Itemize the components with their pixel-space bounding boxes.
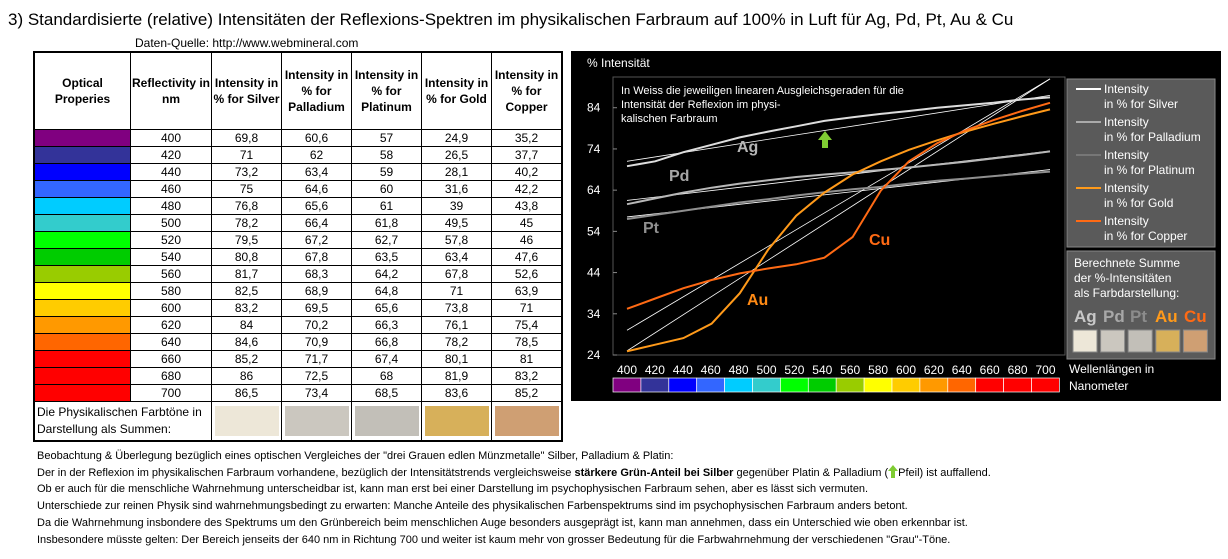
color-swatch (34, 164, 131, 181)
sum-swatch-platinum (352, 402, 422, 442)
cell-nm: 460 (131, 181, 212, 198)
cell-nm: 420 (131, 147, 212, 164)
x-tick-label: 700 (1035, 363, 1056, 377)
cell-cu: 47,6 (492, 249, 563, 266)
cell-cu: 37,7 (492, 147, 563, 164)
note-line-1: Beobachtung & Überlegung bezüglich eines optischen Vergleiches der "drei Grauen edlen Münzmetalle" Silber, Palladium & Platin: (37, 450, 674, 462)
cell-pd: 64,6 (282, 181, 352, 198)
cell-ag: 79,5 (212, 232, 282, 249)
data-source: Daten-Quelle: http://www.webmineral.com (135, 36, 359, 50)
y-tick-label: 24 (587, 348, 601, 362)
color-swatch (34, 334, 131, 351)
cell-au: 81,9 (422, 368, 492, 385)
header-silver: Intensity in % for Silver (212, 52, 282, 130)
cell-ag: 82,5 (212, 283, 282, 300)
cell-ag: 84,6 (212, 334, 282, 351)
cell-ag: 71 (212, 147, 282, 164)
cell-cu: 71 (492, 300, 563, 317)
table-row (34, 368, 562, 385)
cell-pt: 60 (352, 181, 422, 198)
cell-pd: 71,7 (282, 351, 352, 368)
green-arrow-icon-inline (888, 465, 898, 478)
cell-pd: 65,6 (282, 198, 352, 215)
cell-ag: 80,8 (212, 249, 282, 266)
cell-nm: 700 (131, 385, 212, 402)
x-tick-label: 520 (784, 363, 805, 377)
cell-pd: 67,8 (282, 249, 352, 266)
y-tick-label: 44 (587, 265, 601, 280)
cell-pd: 73,4 (282, 385, 352, 402)
page-title: 3) Standardisierte (relative) Intensitäten der Reflexions-Spektren im physikalischen Farbraum auf 100% in Luft für Ag, Pd, Pt, Au & Cu (8, 10, 1014, 29)
notes-block (37, 448, 1222, 548)
x-tick-label: 560 (840, 363, 861, 377)
annotation-line-1: In Weiss die jeweiligen linearen Ausgleichsgeraden für die (621, 85, 904, 97)
note-line-5: Da die Wahrnehmung insbondere des Spektrums um den Grünbereich beim menschlichen Auge besonders ausgeprägt ist, kann man annehmen, dass ein Unterschied wie oben erkennbar ist. (37, 516, 968, 529)
legend-label-2: in % for Silver (1104, 97, 1179, 111)
header-nm: Reflectivity in nm (131, 52, 212, 130)
table-row (34, 164, 562, 181)
table-row (34, 317, 562, 334)
cell-nm: 640 (131, 334, 212, 351)
table-row (34, 181, 562, 198)
label-ag: Ag (737, 139, 759, 156)
sum-label-cu: Cu (1184, 307, 1207, 326)
color-swatch (34, 147, 131, 164)
x-tick-label: 660 (979, 363, 1000, 377)
color-strip-cell (976, 378, 1004, 392)
reflectivity-table (33, 51, 563, 442)
cell-ag: 81,7 (212, 266, 282, 283)
color-swatch (34, 198, 131, 215)
x-tick-label: 400 (616, 363, 638, 377)
table-row (34, 266, 562, 283)
annotation-line-2: Intensität der Reflexion im physi- (621, 99, 781, 111)
color-strip-cell (920, 378, 948, 392)
cell-cu: 78,5 (492, 334, 563, 351)
sum-box-line-1: Berechnete Summe (1074, 256, 1181, 270)
color-strip-cell (641, 378, 669, 392)
sum-label-au: Au (1155, 307, 1178, 326)
cell-pd: 60,6 (282, 130, 352, 147)
cell-cu: 63,9 (492, 283, 563, 300)
legend-label-1: Intensity (1104, 214, 1149, 228)
cell-cu: 75,4 (492, 317, 563, 334)
cell-au: 26,5 (422, 147, 492, 164)
cell-pt: 67,4 (352, 351, 422, 368)
color-strip-cell (780, 378, 808, 392)
table-row (34, 385, 562, 402)
cell-pd: 63,4 (282, 164, 352, 181)
cell-pd: 67,2 (282, 232, 352, 249)
cell-ag: 75 (212, 181, 282, 198)
sum-colors-label: Die Physikalischen Farbtöne in Darstellung als Summen: (34, 402, 212, 442)
cell-pt: 66,3 (352, 317, 422, 334)
cell-nm: 560 (131, 266, 212, 283)
sum-swatch-chart-ag (1073, 330, 1097, 352)
color-strip-cell (808, 378, 836, 392)
cell-au: 63,4 (422, 249, 492, 266)
sum-label-pd: Pd (1103, 307, 1125, 326)
note-line-4: Unterschiede zur reinen Physik sind wahrnehmungsbedingt zu erwarten: Manche Anteile des physikalischen Farbenspektrums sind im psychophysischen Farbraum anders betont. (37, 500, 908, 513)
table-row (34, 232, 562, 249)
y-axis-label: % Intensität (587, 56, 650, 70)
cell-pt: 65,6 (352, 300, 422, 317)
y-tick-label: 84 (587, 100, 601, 115)
legend-label-1: Intensity (1104, 82, 1149, 96)
x-tick-label: 600 (895, 363, 917, 377)
note-line-3: Ob er auch für die menschliche Wahrnehmung unterscheidbar ist, kann man erst bei einer Darstellung im psychophysischen Farbraum sehen, aber es lässt sich vermuten. (37, 483, 869, 496)
cell-nm: 680 (131, 368, 212, 385)
sum-swatch-chart-au (1156, 330, 1180, 352)
cell-cu: 40,2 (492, 164, 563, 181)
annotation-line-3: kalischen Farbraum (621, 113, 718, 125)
cell-pd: 68,9 (282, 283, 352, 300)
cell-ag: 85,2 (212, 351, 282, 368)
y-tick-label: 64 (587, 183, 601, 198)
cell-pt: 64,8 (352, 283, 422, 300)
color-swatch (34, 283, 131, 300)
table-row (34, 198, 562, 215)
header-palladium: Intensity in % for Palladium (282, 52, 352, 130)
color-swatch (34, 130, 131, 147)
cell-au: 80,1 (422, 351, 492, 368)
cell-pt: 61,8 (352, 215, 422, 232)
header-optical: Optical Properies (34, 52, 131, 130)
label-pt: Pt (643, 220, 659, 237)
cell-ag: 73,2 (212, 164, 282, 181)
cell-cu: 85,2 (492, 385, 563, 402)
cell-cu: 46 (492, 232, 563, 249)
cell-cu: 42,2 (492, 181, 563, 198)
cell-nm: 400 (131, 130, 212, 147)
cell-cu: 35,2 (492, 130, 563, 147)
color-strip-cell (753, 378, 781, 392)
x-tick-label: 620 (923, 363, 944, 377)
cell-nm: 580 (131, 283, 212, 300)
cell-au: 78,2 (422, 334, 492, 351)
cell-cu: 83,2 (492, 368, 563, 385)
note-line-2-b: gegenüber Platin & Palladium ( (736, 466, 889, 479)
cell-nm: 440 (131, 164, 212, 181)
cell-nm: 480 (131, 198, 212, 215)
cell-au: 24,9 (422, 130, 492, 147)
color-swatch (34, 249, 131, 266)
cell-nm: 600 (131, 300, 212, 317)
sum-swatch-copper (492, 402, 563, 442)
legend-label-1: Intensity (1104, 148, 1149, 162)
cell-au: 71 (422, 283, 492, 300)
y-tick-label: 34 (587, 306, 601, 321)
y-tick-label: 54 (587, 224, 601, 239)
legend-label-1: Intensity (1104, 181, 1149, 195)
color-swatch (34, 266, 131, 283)
cell-au: 31,6 (422, 181, 492, 198)
cell-pt: 61 (352, 198, 422, 215)
cell-nm: 520 (131, 232, 212, 249)
cell-pt: 66,8 (352, 334, 422, 351)
cell-pt: 59 (352, 164, 422, 181)
sum-swatch-palladium (282, 402, 352, 442)
color-strip-cell (1032, 378, 1060, 392)
sum-label-ag: Ag (1074, 307, 1097, 326)
color-swatch (34, 232, 131, 249)
color-swatch (34, 351, 131, 368)
x-tick-label: 500 (756, 363, 777, 377)
cell-nm: 660 (131, 351, 212, 368)
cell-nm: 500 (131, 215, 212, 232)
x-axis-label-line-1: Wellenlängen in (1069, 362, 1155, 376)
cell-cu: 45 (492, 215, 563, 232)
cell-cu: 52,6 (492, 266, 563, 283)
x-tick-label: 460 (700, 363, 721, 377)
color-strip-cell (892, 378, 920, 392)
y-tick-label: 74 (587, 141, 601, 156)
color-strip-cell (697, 378, 725, 392)
cell-nm: 620 (131, 317, 212, 334)
header-gold: Intensity in % for Gold (422, 52, 492, 130)
cell-pt: 62,7 (352, 232, 422, 249)
color-strip-cell (864, 378, 892, 392)
x-tick-label: 480 (728, 363, 749, 377)
cell-cu: 81 (492, 351, 563, 368)
cell-au: 83,6 (422, 385, 492, 402)
cell-ag: 86 (212, 368, 282, 385)
color-strip-cell (1004, 378, 1032, 392)
header-platinum: Intensity in % for Platinum (352, 52, 422, 130)
cell-pd: 62 (282, 147, 352, 164)
sum-swatch-gold (422, 402, 492, 442)
cell-pd: 72,5 (282, 368, 352, 385)
sum-label-pt: Pt (1130, 307, 1147, 326)
color-swatch (34, 300, 131, 317)
cell-pd: 70,2 (282, 317, 352, 334)
color-strip-cell (836, 378, 864, 392)
x-axis-label-line-2: Nanometer (1069, 379, 1129, 393)
cell-cu: 43,8 (492, 198, 563, 215)
note-line-6: Insbesondere müsste gelten: Der Bereich jenseits der 640 nm in Richtung 700 und weiter ist kaum mehr von grosser Bedeutung für die Farbwahrnehmung der verschiedenen "Grau"-Töne. (37, 533, 951, 546)
color-strip-cell (613, 378, 641, 392)
cell-au: 39 (422, 198, 492, 215)
legend-label-2: in % for Copper (1104, 229, 1188, 243)
x-tick-label: 420 (644, 363, 665, 377)
chart-panel (571, 51, 1221, 401)
cell-au: 73,8 (422, 300, 492, 317)
legend-label-2: in % for Palladium (1104, 130, 1201, 144)
table-row (34, 130, 562, 147)
table-row (34, 249, 562, 266)
color-swatch (34, 181, 131, 198)
cell-ag: 69,8 (212, 130, 282, 147)
cell-ag: 86,5 (212, 385, 282, 402)
label-cu: Cu (869, 232, 891, 249)
x-tick-label: 580 (868, 363, 889, 377)
color-swatch (34, 368, 131, 385)
cell-ag: 84 (212, 317, 282, 334)
cell-au: 57,8 (422, 232, 492, 249)
reflectance-chart (571, 51, 1221, 401)
table-row (34, 147, 562, 164)
cell-pt: 63,5 (352, 249, 422, 266)
color-swatch (34, 317, 131, 334)
table-row (34, 283, 562, 300)
sum-swatch-silver (212, 402, 282, 442)
sum-box-line-2: der %-Intensitäten (1074, 271, 1172, 285)
cell-pd: 69,5 (282, 300, 352, 317)
table-row (34, 351, 562, 368)
sum-swatch-chart-pt (1128, 330, 1152, 352)
cell-au: 76,1 (422, 317, 492, 334)
cell-pd: 66,4 (282, 215, 352, 232)
table-row (34, 300, 562, 317)
color-swatch (34, 385, 131, 402)
cell-ag: 78,2 (212, 215, 282, 232)
legend-label-2: in % for Platinum (1104, 163, 1195, 177)
note-line-2-c: Pfeil) ist auffallend. (898, 466, 991, 479)
cell-au: 67,8 (422, 266, 492, 283)
label-pd: Pd (669, 168, 690, 185)
x-tick-label: 680 (1007, 363, 1028, 377)
color-swatch (34, 215, 131, 232)
x-tick-label: 640 (951, 363, 972, 377)
table-row (34, 215, 562, 232)
cell-pt: 64,2 (352, 266, 422, 283)
x-tick-label: 440 (672, 363, 693, 377)
cell-pt: 68,5 (352, 385, 422, 402)
cell-pt: 58 (352, 147, 422, 164)
x-tick-label: 540 (812, 363, 833, 377)
note-line-2-bold: stärkere Grün-Anteil bei Silber (574, 466, 734, 479)
legend-label-2: in % for Gold (1104, 196, 1174, 210)
legend-label-1: Intensity (1104, 115, 1149, 129)
color-strip-cell (725, 378, 753, 392)
cell-au: 49,5 (422, 215, 492, 232)
cell-pd: 68,3 (282, 266, 352, 283)
color-strip-cell (669, 378, 697, 392)
cell-pt: 68 (352, 368, 422, 385)
sum-swatch-chart-cu (1183, 330, 1207, 352)
color-strip-cell (948, 378, 976, 392)
cell-ag: 76,8 (212, 198, 282, 215)
header-copper: Intensity in % for Copper (492, 52, 563, 130)
sum-box-line-3: als Farbdarstellung: (1074, 286, 1180, 300)
cell-ag: 83,2 (212, 300, 282, 317)
note-line-2-a: Der in der Reflexion im physikalischen Farbraum vorhandene, bezüglich der Intensitätstrends vergleichsweise (37, 466, 572, 479)
cell-nm: 540 (131, 249, 212, 266)
note-line-2 (37, 465, 1222, 482)
sum-swatch-chart-pd (1101, 330, 1125, 352)
label-au: Au (747, 292, 769, 309)
cell-au: 28,1 (422, 164, 492, 181)
table-row (34, 334, 562, 351)
cell-pd: 70,9 (282, 334, 352, 351)
cell-pt: 57 (352, 130, 422, 147)
